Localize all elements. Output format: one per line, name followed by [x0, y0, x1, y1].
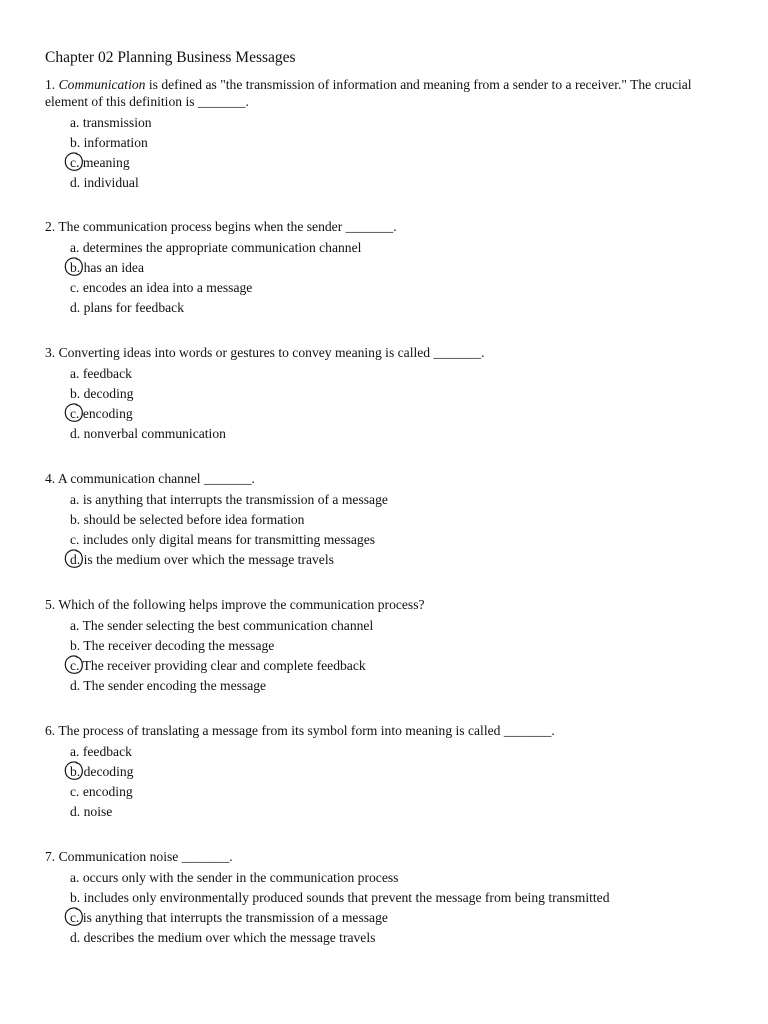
answer-option [70, 385, 735, 405]
option-letter: c. [70, 405, 80, 421]
option-letter: d. [70, 929, 81, 945]
option-letter: c. [70, 909, 80, 925]
option-text: nonverbal communication [83, 425, 226, 441]
question-3 [45, 345, 735, 445]
answer-options [45, 869, 735, 949]
option-text: is anything that interrupts the transmission of a message [82, 491, 388, 507]
option-letter: c. [70, 531, 80, 547]
question-4 [45, 471, 735, 571]
answer-option [70, 743, 735, 763]
question-text: is defined as "the transmission of information and meaning from a sender to a receiver." The crucial element of this definition is _______. [45, 77, 692, 109]
answer-option [70, 637, 735, 657]
question-7 [45, 849, 735, 949]
question-number: 7. [45, 849, 56, 864]
option-text: feedback [82, 743, 132, 759]
option-text: The sender encoding the message [83, 677, 267, 693]
answer-option [70, 531, 735, 551]
handwritten-circle-icon [63, 654, 85, 676]
question-stem [45, 219, 735, 236]
question-5 [45, 597, 735, 697]
question-text: Converting ideas into words or gestures to convey meaning is called _______. [58, 345, 485, 360]
question-text: Communication noise _______. [58, 849, 233, 864]
answer-option [70, 279, 735, 299]
option-text: is anything that interrupts the transmission of a message [82, 909, 388, 925]
answer-option [70, 511, 735, 531]
option-text: has an idea [83, 259, 144, 275]
handwritten-circle-icon [63, 906, 85, 928]
option-letter: b. [70, 134, 81, 150]
option-text: determines the appropriate communication channel [82, 239, 362, 255]
answer-option [70, 174, 735, 194]
option-letter: c. [70, 783, 80, 799]
answer-options [45, 491, 735, 571]
question-text: The process of translating a message from its symbol form into meaning is called _______. [58, 723, 555, 738]
option-letter: b. [70, 259, 81, 275]
option-text: meaning [82, 154, 130, 170]
question-stem [45, 77, 735, 111]
answer-options [45, 239, 735, 319]
question-text: The communication process begins when the sender _______. [58, 219, 397, 234]
question-1 [45, 77, 735, 194]
question-2 [45, 219, 735, 319]
answer-option [70, 259, 735, 279]
answer-option [70, 134, 735, 154]
option-letter: c. [70, 657, 80, 673]
handwritten-circle-icon [63, 548, 85, 570]
option-letter: b. [70, 385, 81, 401]
option-letter: b. [70, 889, 81, 905]
answer-option [70, 365, 735, 385]
question-number: 5. [45, 597, 56, 612]
answer-option [70, 909, 735, 929]
question-number: 1. [45, 77, 56, 92]
option-text: The receiver decoding the message [83, 637, 275, 653]
answer-option [70, 239, 735, 259]
option-text: encoding [82, 405, 133, 421]
question-text: Which of the following helps improve the communication process? [58, 597, 425, 612]
handwritten-circle-icon [63, 256, 85, 278]
question-stem [45, 471, 735, 488]
option-text: encoding [82, 783, 133, 799]
answer-option [70, 929, 735, 949]
option-text: decoding [83, 385, 134, 401]
option-text: describes the medium over which the message travels [83, 929, 376, 945]
answer-option [70, 425, 735, 445]
handwritten-circle-icon [63, 402, 85, 424]
option-letter: c. [70, 279, 80, 295]
option-letter: d. [70, 174, 81, 190]
handwritten-circle-icon [63, 760, 85, 782]
option-letter: b. [70, 511, 81, 527]
question-number: 3. [45, 345, 56, 360]
answer-options [45, 743, 735, 823]
option-text: occurs only with the sender in the communication process [82, 869, 399, 885]
answer-option [70, 677, 735, 697]
option-letter: a. [70, 239, 80, 255]
answer-options [45, 114, 735, 194]
option-letter: d. [70, 803, 81, 819]
option-letter: d. [70, 677, 81, 693]
option-letter: a. [70, 617, 80, 633]
option-text: is the medium over which the message travels [83, 551, 334, 567]
option-text: The receiver providing clear and complete feedback [82, 657, 366, 673]
answer-option [70, 763, 735, 783]
option-text: noise [83, 803, 113, 819]
answer-option [70, 154, 735, 174]
answer-option [70, 657, 735, 677]
answer-option [70, 869, 735, 889]
question-number: 2. [45, 219, 56, 234]
option-letter: d. [70, 551, 81, 567]
answer-option [70, 405, 735, 425]
answer-option [70, 551, 735, 571]
option-letter: c. [70, 154, 80, 170]
answer-option [70, 299, 735, 319]
question-stem [45, 597, 735, 614]
option-text: individual [83, 174, 139, 190]
option-letter: a. [70, 365, 80, 381]
option-text: The sender selecting the best communication channel [82, 617, 374, 633]
question-6 [45, 723, 735, 823]
answer-option [70, 617, 735, 637]
answer-option [70, 783, 735, 803]
question-number: 4. [45, 471, 56, 486]
option-letter: d. [70, 299, 81, 315]
option-text: includes only digital means for transmitting messages [82, 531, 376, 547]
option-text: encodes an idea into a message [82, 279, 253, 295]
option-letter: b. [70, 763, 81, 779]
handwritten-circle-icon [63, 151, 85, 173]
question-stem [45, 723, 735, 740]
option-text: decoding [83, 763, 134, 779]
option-text: includes only environmentally produced sounds that prevent the message from being transmitted [83, 889, 610, 905]
option-letter: a. [70, 491, 80, 507]
answer-option [70, 889, 735, 909]
option-letter: a. [70, 114, 80, 130]
option-text: feedback [82, 365, 132, 381]
question-text: A communication channel _______. [57, 471, 255, 486]
option-letter: a. [70, 743, 80, 759]
option-letter: b. [70, 637, 81, 653]
question-term: Communication [58, 77, 146, 92]
option-letter: d. [70, 425, 81, 441]
answer-option [70, 491, 735, 511]
page-title: Chapter 02 Planning Business Messages [45, 49, 296, 66]
question-number: 6. [45, 723, 56, 738]
question-stem [45, 849, 735, 866]
option-text: information [83, 134, 148, 150]
answer-option [70, 803, 735, 823]
option-text: should be selected before idea formation [83, 511, 305, 527]
answer-options [45, 365, 735, 445]
answer-options [45, 617, 735, 697]
option-letter: a. [70, 869, 80, 885]
question-stem [45, 345, 735, 362]
answer-option [70, 114, 735, 134]
option-text: transmission [82, 114, 152, 130]
option-text: plans for feedback [83, 299, 185, 315]
